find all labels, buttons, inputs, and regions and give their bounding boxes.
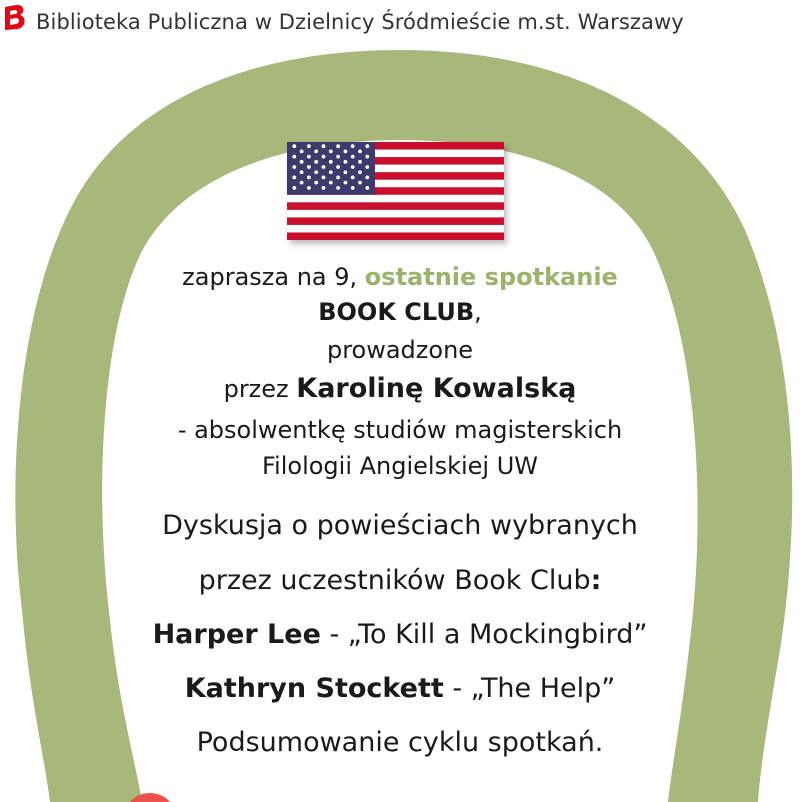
book-title: - „To Kill a Mockingbird” [320,619,648,650]
flag-star [292,176,296,180]
flag-star [351,144,355,148]
flag-stripe [287,217,504,225]
host-credentials-1: - absolwentkę studiów magisterskich [177,416,623,444]
flag-star [344,150,348,154]
flag-star [329,181,333,185]
host-credentials-2: Filologii Angielskiej UW [261,452,539,480]
flag-star [336,144,340,148]
flag-star [329,150,333,154]
host-line [0,372,800,406]
flag-stripe [287,195,504,203]
flag-star [351,155,355,159]
book-author: Harper Lee [152,619,321,650]
flag-stripe [287,225,504,233]
flag-star [336,186,340,190]
flag-star [314,181,318,185]
flag-star [300,181,304,185]
flag-star [358,170,362,174]
flag-star [358,160,362,164]
flag-star [365,165,369,169]
flag-star [344,170,348,174]
host-name: Karolinę Kowalską [296,373,577,404]
flag-star [300,160,304,164]
flag-star [351,165,355,169]
flag-star [351,176,355,180]
library-header [0,0,800,44]
flag-star [322,186,326,190]
flag-stripe [287,232,504,240]
flag-star [307,144,311,148]
flag-star [358,181,362,185]
flag-star [292,165,296,169]
flag-star [292,144,296,148]
discussion-line-1: Dyskusja o powieściach wybranych [162,510,638,541]
flag-star [358,150,362,154]
usa-flag-icon [287,142,504,240]
flag-star [365,155,369,159]
flag-star [292,186,296,190]
flag-star [307,155,311,159]
book-item-2 [0,672,800,706]
event-name-line [0,297,800,327]
flag-star [292,155,296,159]
flag-star [329,160,333,164]
book-item-1 [0,618,800,652]
flag-star [336,155,340,159]
flag-star [365,186,369,190]
flag-star [351,186,355,190]
last-meeting-highlight: ostatnie spotkanie [364,263,618,291]
flag-star [322,165,326,169]
flag-star [307,165,311,169]
flag-stripe [287,210,504,218]
book-title: - „The Help” [443,673,616,704]
flag-star [365,176,369,180]
flag-star [336,165,340,169]
discussion-line-2-text: przez uczestników Book Club [198,565,591,596]
discussion-colon: : [590,565,602,596]
flag-star [307,176,311,180]
flag-star [336,176,340,180]
by-prefix: przez [223,375,297,403]
flag-star [344,181,348,185]
book-author: Kathryn Stockett [184,673,444,704]
flag-star [329,170,333,174]
led-by: prowadzone [326,336,474,364]
series-summary: Podsumowanie cyklu spotkań. [196,727,604,758]
flag-star [365,144,369,148]
flag-star [307,186,311,190]
library-name: Biblioteka Publiczna w Dzielnicy Śródmieście m.st. Warszawy [36,10,684,34]
intro-text: zaprasza na 9, [182,263,365,291]
flag-star [314,150,318,154]
flag-star [322,155,326,159]
discussion-line-2 [0,564,800,598]
event-name: BOOK CLUB [318,298,475,326]
flag-star [314,160,318,164]
flag-star [322,176,326,180]
event-suffix: , [474,298,482,326]
library-logo-icon [2,4,28,36]
flag-stripe [287,202,504,210]
flag-star [314,170,318,174]
flag-star [322,144,326,148]
flag-star [344,160,348,164]
usa-flag [287,142,504,240]
flag-star [300,170,304,174]
flag-star [300,150,304,154]
invitation-intro [0,262,800,292]
